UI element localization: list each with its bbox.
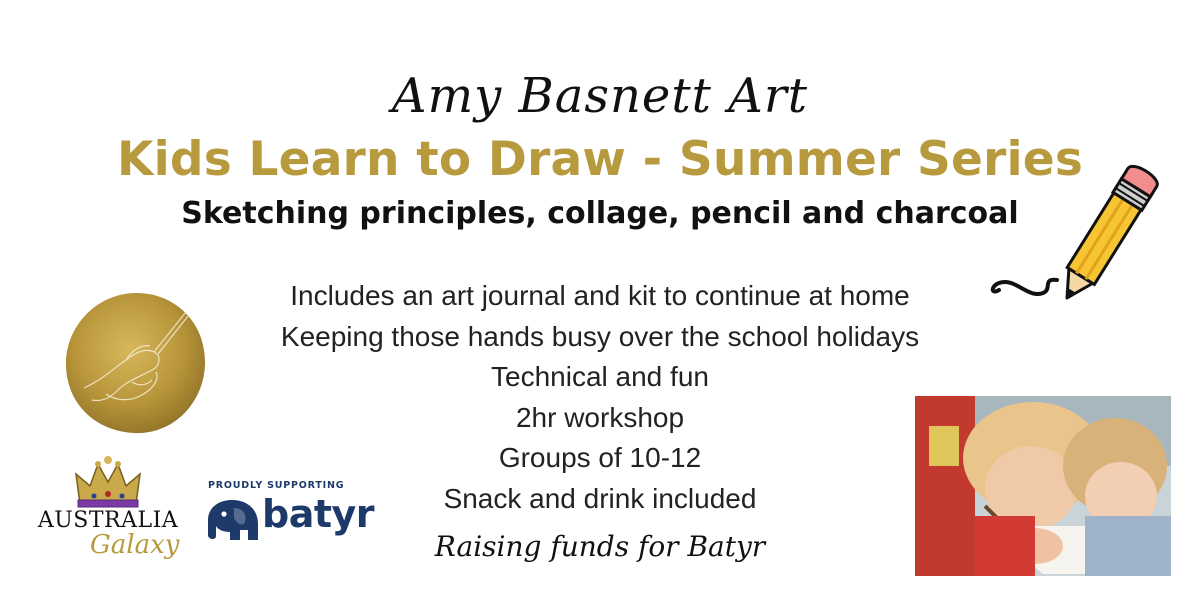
crown-icon: [28, 452, 188, 512]
elephant-icon: [204, 496, 260, 544]
cause-line: Raising funds for Batyr: [434, 530, 766, 563]
feature-item: 2hr workshop: [515, 401, 685, 433]
pencil-icon: [985, 150, 1175, 310]
headline: Kids Learn to Draw - Summer Series: [116, 132, 1084, 187]
brand-title: Amy Basnett Art: [391, 68, 809, 124]
australia-galaxy-logo: [28, 452, 188, 572]
australia-galaxy-word: AUSTRALIA: [37, 508, 179, 533]
batyr-tagline: PROUDLY SUPPORTING: [208, 480, 345, 491]
feature-item: Snack and drink included: [443, 482, 757, 514]
batyr-word: batyr: [262, 492, 375, 536]
feature-item: Groups of 10-12: [498, 442, 702, 473]
drawing-hand-emblem-icon: [62, 290, 208, 436]
subheadline: Sketching principles, collage, pencil and charcoal: [181, 196, 1019, 231]
batyr-logo: [200, 480, 375, 560]
child-drawing-photo: [915, 396, 1171, 576]
feature-item: Keeping those hands busy over the school holidays: [280, 320, 920, 352]
australia-galaxy-sub: Galaxy: [90, 530, 180, 560]
feature-item: Technical and fun: [491, 361, 709, 392]
feature-item: Includes an art journal and kit to continue at home: [290, 280, 910, 311]
